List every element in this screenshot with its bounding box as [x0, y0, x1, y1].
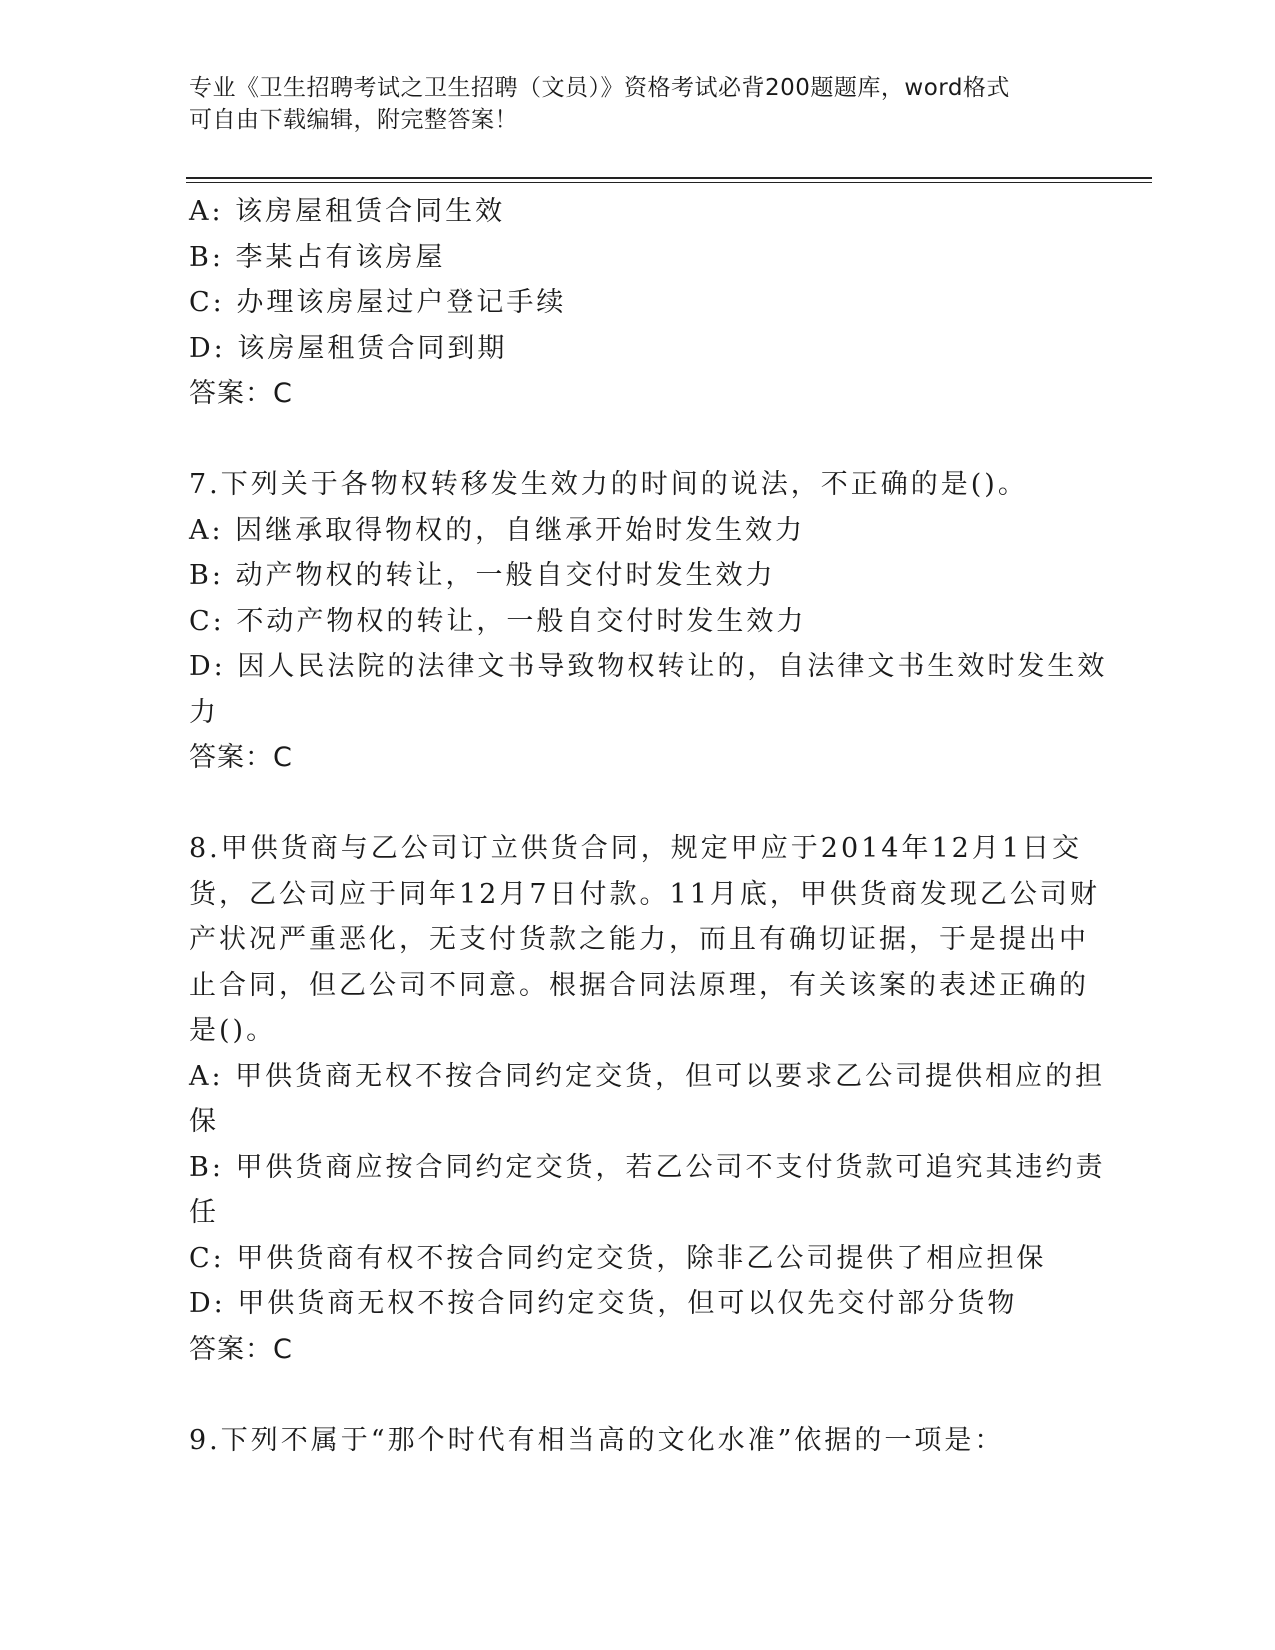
document-header [189, 72, 1069, 136]
answer: 答案：C [189, 378, 293, 409]
question-stem-continued: 货，乙公司应于同年12月7日付款。11月底，甲供货商发现乙公司财 [189, 878, 1100, 910]
option-c: C: 甲供货商有权不按合同约定交货，除非乙公司提供了相应担保 [189, 1242, 1047, 1274]
spacer [189, 417, 1089, 463]
question-stem-continued: 产状况严重恶化，无支付货款之能力，而且有确切证据，于是提出中 [189, 924, 1089, 955]
answer: 答案：C [189, 1333, 293, 1365]
option-d: D: 因人民法院的法律文书导致物权转让的，自法律文书生效时发生效 [189, 651, 1108, 682]
question-6-tail [189, 189, 1089, 417]
option-a: A: 因继承取得物权的，自继承开始时发生效力 [189, 514, 806, 546]
header-rule-thin [186, 182, 1152, 183]
option-c: C: 不动产物权的转让，一般自交付时发生效力 [189, 605, 807, 637]
document-body [189, 189, 1108, 1463]
question-stem-continued: 止合同，但乙公司不同意。根据合同法原理，有关该案的表述正确的 [189, 969, 1089, 1001]
option-a-continued: 保 [189, 1106, 219, 1137]
option-b: B: 动产物权的转让，一般自交付时发生效力 [189, 560, 776, 591]
header-line-1: 专业《卫生招聘考试之卫生招聘（文员）》资格考试必背200题题库，word格式 [189, 75, 1010, 101]
question-7 [189, 462, 1108, 781]
option-d-continued: 力 [189, 696, 219, 728]
question-stem: 8.甲供货商与乙公司订立供货合同，规定甲应于2014年12月1日交 [189, 833, 1083, 864]
option-b: B: 李某占有该房屋 [189, 241, 446, 273]
question-stem: 9.下列不属于“那个时代有相当高的文化水准”依据的一项是： [189, 1424, 1005, 1456]
option-d: D: 甲供货商无权不按合同约定交货，但可以仅先交付部分货物 [189, 1288, 1018, 1319]
answer: 答案：C [189, 742, 293, 773]
option-c: C: 办理该房屋过户登记手续 [189, 287, 567, 318]
option-a: A: 该房屋租赁合同生效 [189, 196, 506, 227]
option-b-continued: 任 [189, 1197, 219, 1228]
header-line-2: 可自由下载编辑，附完整答案！ [189, 107, 518, 133]
question-stem: 7.下列关于各物权转移发生效力的时间的说法，不正确的是()。 [189, 469, 1028, 500]
option-a: A: 甲供货商无权不按合同约定交货，但可以要求乙公司提供相应的担 [189, 1060, 1106, 1092]
option-d: D: 该房屋租赁合同到期 [189, 332, 508, 364]
header-rule-thick [186, 177, 1152, 179]
question-stem-continued: 是()。 [189, 1015, 277, 1046]
spacer [189, 1372, 1089, 1418]
spacer [189, 781, 1089, 827]
question-8 [189, 826, 1106, 1372]
question-9 [189, 1418, 1089, 1464]
option-b: B: 甲供货商应按合同约定交货，若乙公司不支付货款可追究其违约责 [189, 1151, 1106, 1183]
